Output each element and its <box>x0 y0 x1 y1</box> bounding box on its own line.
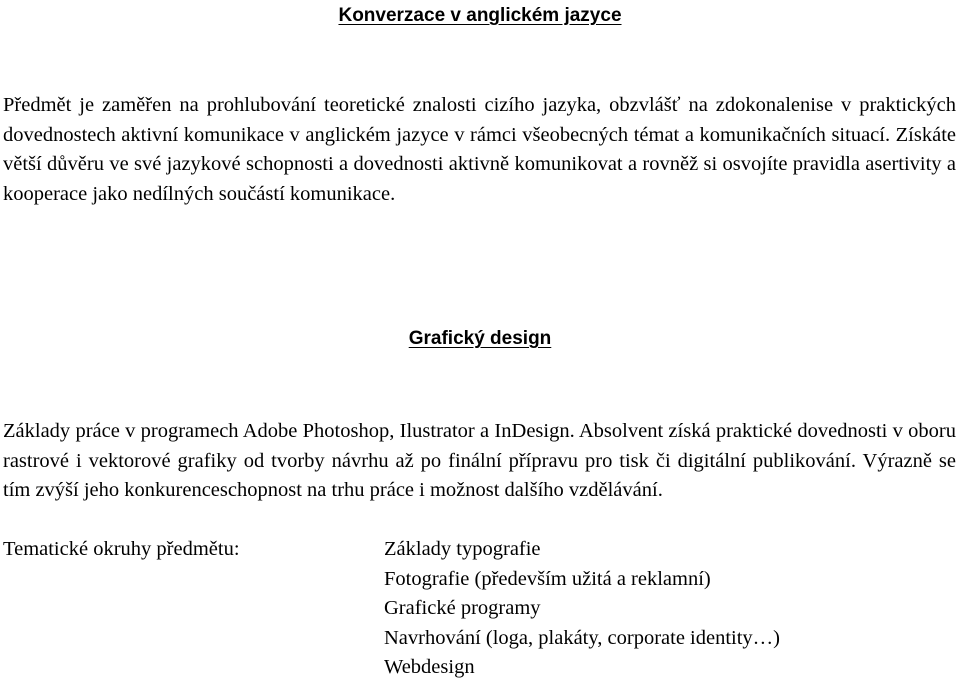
section-heading-graficky-design: Grafický design <box>408 328 552 349</box>
section-heading-konverzace: Konverzace v anglickém jazyce <box>338 5 622 26</box>
topics-label: Tematické okruhy předmětu: <box>3 538 240 560</box>
topic-item: Webdesign <box>384 656 475 678</box>
section-paragraph-graficky-design: Základy práce v programech Adobe Photoshop, Ilustrator a InDesign. Absolvent získá praktické dovednosti v oboru rastrové i vektorové grafiky od tvorby návrhu až po finální přípravu pro tisk či digitální publikování. Výrazně se tím zvýší jeho konkurenceschopnost na trhu práce i možnost dalšího vzdělávání. <box>3 420 956 501</box>
topic-item: Grafické programy <box>384 597 541 619</box>
topics-list <box>384 535 780 683</box>
topic-item: Navrhování (loga, plakáty, corporate identity…) <box>384 626 781 649</box>
topic-item: Základy typografie <box>384 538 541 560</box>
topic-item: Fotografie (především užitá a reklamní) <box>384 567 711 590</box>
section-paragraph-konverzace: Předmět je zaměřen na prohlubování teoretické znalosti cizího jazyka, obzvlášť na zdokonalenise v praktických dovednostech aktivní komunikace v anglickém jazyce v rámci všeobecných témat a komunikačních situací. Získáte větší důvěru ve své jazykové schopnosti a dovednosti aktivně komunikovat a rovněž si osvojíte pravidla asertivity a kooperace jako nedílných součástí komunikace. <box>3 94 956 205</box>
